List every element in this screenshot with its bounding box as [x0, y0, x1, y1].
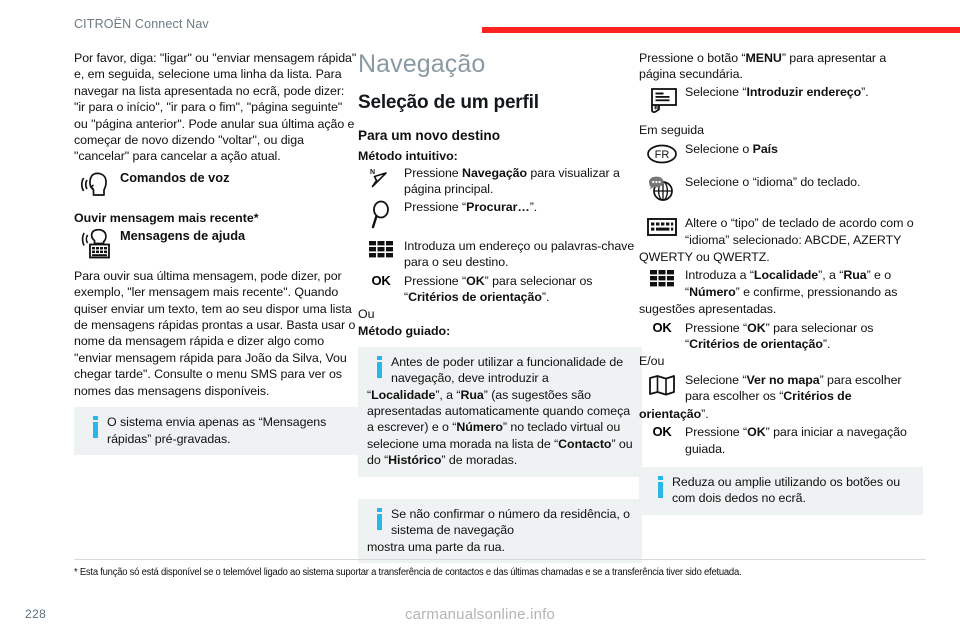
step-open-navigation-text: Pressione Navegação para visualizar a página principal. — [404, 166, 620, 197]
page-number: 228 — [25, 607, 47, 621]
step-select-country-text: Selecione o País — [685, 142, 778, 157]
and-or-label: E/ou — [639, 354, 665, 369]
step-press-search — [358, 199, 642, 230]
keypad-grid-icon — [639, 267, 685, 290]
voice-keyboard-icon — [74, 227, 120, 261]
svg-text:FR: FR — [654, 149, 670, 162]
voice-head-icon — [74, 169, 120, 199]
step-ok-criteria-right-text: Pressione “OK” para selecionar os “Critérios de orientação”. — [685, 320, 874, 352]
note-guided-lead: Antes de poder utilizar a funcionalidade de navegação, deve introduzir a — [391, 354, 624, 386]
folded-map-icon — [639, 372, 685, 397]
note-text: O sistema envia apenas as “Mensagens rápidas” pré-gravadas. — [107, 415, 327, 446]
info-icon — [367, 506, 391, 530]
note-confirm-lead: Se não confirmar o número da residência, o sistema de navegação — [391, 506, 630, 538]
step-ok-criteria — [358, 273, 642, 306]
page-header — [0, 0, 960, 46]
ok-label: OK — [652, 319, 672, 335]
column-left — [74, 50, 358, 455]
chapter-title: Navegação — [358, 50, 486, 78]
step-select-language-text: Selecione o “idioma” do teclado. — [685, 175, 861, 190]
country-code-icon — [639, 141, 685, 166]
step-open-navigation — [358, 165, 642, 198]
step-view-on-map-cont: orientação”. — [639, 406, 709, 421]
step-keyboard-type — [639, 215, 923, 248]
menu-paragraph: Pressione o botão “MENU” para apresentar a página secundária. — [639, 51, 887, 82]
note-zoom-text: Reduza ou amplie utilizando os botões ou com dois dedos no ecrã. — [672, 474, 901, 506]
step-press-search-text: Pressione “Procurar…”. — [404, 199, 538, 214]
step-select-country — [639, 141, 923, 166]
ok-label: OK — [652, 424, 672, 440]
step-start-guidance — [639, 424, 923, 457]
help-messages-caption: Mensagens de ajuda — [120, 227, 246, 243]
subsection-heading: Para um novo destino — [358, 128, 501, 143]
keyboard-icon — [639, 215, 685, 238]
step-ok-criteria-right — [639, 320, 923, 353]
step-view-on-map — [639, 372, 923, 405]
step-enter-address-menu-text: Selecione “Introduzir endereço”. — [685, 84, 869, 99]
step-enter-address-menu — [639, 84, 923, 117]
section-heading: Seleção de um perfil — [358, 92, 539, 113]
step-enter-locality-cont: sugestões apresentadas. — [639, 302, 777, 317]
column-right — [639, 50, 923, 515]
step-enter-locality-text: Introduza a “Localidade”, a “Rua” e o “Número” e confirme, pressionando as — [685, 268, 898, 299]
footer-divider — [74, 559, 926, 560]
ok-button-icon — [639, 424, 685, 443]
step-enter-address-text: Introduza um endereço ou palavras-chave para o seu destino. — [404, 238, 635, 270]
step-start-guidance-text: Pressione “OK” para iniciar a navegação guiada. — [685, 425, 907, 456]
info-icon — [648, 474, 672, 498]
note-zoom — [639, 467, 923, 515]
ok-label: OK — [371, 272, 391, 288]
heading-guided-method: Método guiado: — [358, 323, 451, 338]
step-enter-locality — [639, 267, 923, 300]
ok-button-icon — [639, 320, 685, 339]
note-confirm-body: mostra uma parte da rua. — [367, 539, 505, 554]
heading-listen-latest: Ouvir mensagem mais recente* — [74, 210, 259, 225]
column-middle — [358, 50, 642, 563]
magnifier-icon — [358, 199, 404, 230]
step-enter-address — [358, 238, 642, 271]
help-paragraph: Para ouvir sua última mensagem, pode dizer, por exemplo, "ler mensagem mais recente". Quando quiser enviar um texto, tem ao seu dispor uma lista de mensagens rápidas prontas a usar. Basta usar o nome da mensagem rápida e dizer algo como "enviar mensagem rápida para João da Silva, Vou chegar tarde". Consulte o menu SMS para ver os nomes das mensagens disponíveis. — [74, 268, 356, 398]
step-select-language — [639, 174, 923, 205]
content-columns — [0, 50, 960, 554]
step-keyboard-type-cont: QWERTY ou QWERTZ. — [639, 250, 770, 265]
brand-title: CITROËN Connect Nav — [74, 17, 209, 31]
then-label: Em seguida — [639, 122, 704, 137]
intro-paragraph: Por favor, diga: "ligar" ou "enviar mensagem rápida" e, em seguida, selecione uma linha da lista. Para navegar na lista apresentada no ecrã, pode dizer: "ir para o início", "ir para o fim", "página seguinte" ou "página anterior". Pode anular sua última ação e começar de novo dizendo "voltar", ou diga "cancelar" para cancelar a ação atual. — [74, 51, 357, 164]
footnote: * Esta função só está disponível se o telemóvel ligado ao sistema suportar a transferência de contactos e das últimas chamadas e se a transferência tiver sido efetuada. — [74, 567, 742, 578]
ok-button-icon — [358, 273, 404, 292]
language-globe-icon — [639, 174, 685, 205]
header-accent-bar — [482, 27, 960, 33]
heading-intuitive-method: Método intuitivo: — [358, 149, 458, 163]
keypad-grid-icon — [358, 238, 404, 261]
voice-commands-caption: Comandos de voz — [120, 169, 230, 185]
note-guided-method — [358, 347, 642, 477]
note-quick-messages — [74, 407, 358, 455]
note-guided-body: “Localidade”, a “Rua” (as sugestões são apresentadas automaticamente quando começa a escrever) e o “Número” no teclado virtual ou selecione uma morada na lista de “Contacto” ou do “Histórico” de moradas. — [367, 387, 633, 468]
step-view-on-map-text: Selecione “Ver no mapa” para escolher para escolher os “Critérios de — [685, 372, 902, 404]
compass-needle-icon — [358, 165, 404, 194]
help-messages-caption-row — [74, 227, 358, 261]
watermark: carmanualsonline.info — [404, 606, 556, 623]
note-confirm-number — [358, 499, 642, 563]
step-keyboard-type-text: Altere o “tipo” de teclado de acordo com o “idioma” selecionado: ABCDE, AZERTY — [685, 216, 914, 247]
step-ok-criteria-text: Pressione “OK” para selecionar os “Critérios de orientação”. — [404, 273, 593, 305]
svg-text:N: N — [370, 169, 376, 176]
or-separator: Ou — [358, 307, 375, 322]
info-icon — [367, 354, 391, 378]
address-card-icon — [639, 84, 685, 117]
info-icon — [83, 414, 107, 438]
voice-commands-caption-row — [74, 169, 358, 199]
